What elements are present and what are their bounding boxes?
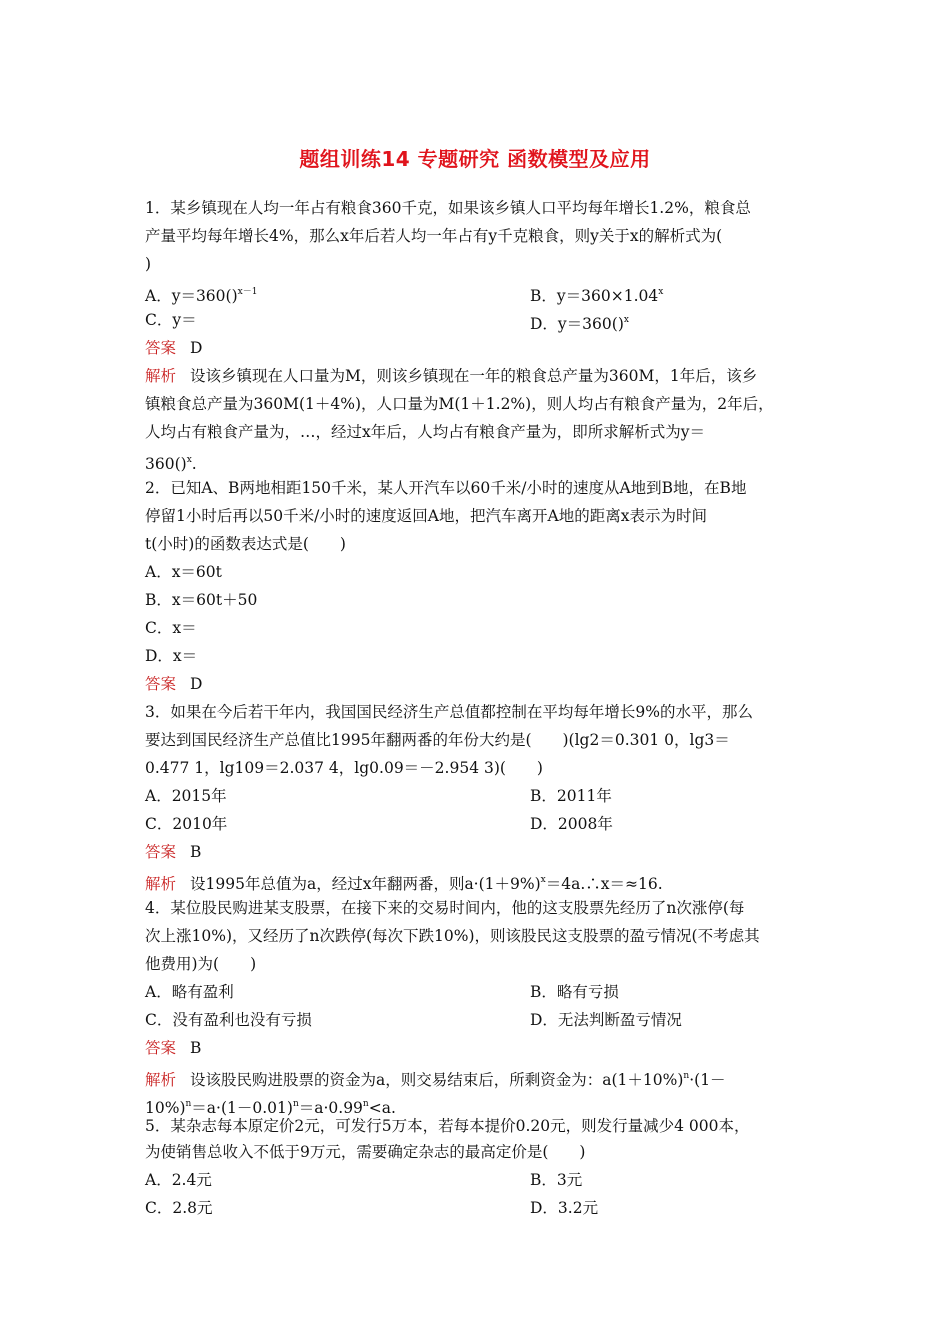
q3-stem-line-2: 要达到国民经济生产总值比1995年翻两番的年份大约是( )(lg2＝0.301 0，lg3＝	[145, 731, 730, 749]
q1-answer-value: D	[190, 339, 203, 357]
q4-option-a: A．略有盈利	[145, 983, 234, 1001]
q2-answer	[145, 674, 810, 694]
answer-label: 答案	[145, 339, 177, 357]
q4-analysis-exponent-1: n	[683, 1071, 690, 1081]
q1-option-c: C．y＝	[145, 311, 197, 329]
q3-analysis-exponent: x	[540, 875, 546, 885]
q5-option-c: C．2.8元	[145, 1199, 213, 1217]
analysis-label: 解析	[145, 1071, 177, 1089]
q1-option-b	[530, 282, 810, 306]
page-title: 题组训练14 专题研究 函数模型及应用	[299, 147, 651, 171]
q2-option-c: C．x＝	[145, 619, 197, 637]
q1-stem-line-3: )	[145, 255, 152, 273]
q1-option-d-exponent: x	[623, 315, 629, 325]
q1-analysis-tail: .	[191, 455, 197, 473]
q3-answer-value: B	[190, 843, 202, 861]
q4-stem-line-2: 次上涨10%)，又经历了n次跌停(每次下跌10%)，则该股民这支股票的盈亏情况(不考虑其	[145, 927, 760, 945]
q3-analysis-post: ＝4a.∴x＝≈16.	[545, 875, 663, 893]
q4-analysis-part-d: <a.	[368, 1099, 396, 1117]
q4-answer-value: B	[190, 1039, 202, 1057]
q4-analysis-exponent-3: n	[292, 1099, 299, 1109]
q2-stem-line-1: 2．已知A、B两地相距150千米，某人开汽车以60千米/小时的速度从A地到B地，在B地	[145, 479, 747, 497]
q4-analysis-pre: 设该股民购进股票的资金为a，则交易结束后，所剩资金为：a(1＋10%)	[190, 1071, 684, 1089]
q4-answer	[145, 1038, 810, 1058]
q1-analysis-text-1: 设该乡镇现在人口量为M，则该乡镇现在一年的粮食总产量为360M，1年后，该乡	[190, 367, 758, 385]
q4-analysis-part-c: ＝a·0.99	[298, 1099, 363, 1117]
q4-analysis-exponent-4: n	[362, 1099, 369, 1109]
q1-stem-line-1: 1．某乡镇现在人均一年占有粮食360千克，如果该乡镇人口平均每年增长1.2%，粮食总	[145, 199, 751, 217]
q2-option-a: A．x＝60t	[145, 563, 222, 581]
q1-option-b-text: B．y＝360×1.04	[530, 287, 659, 305]
q1-option-d	[530, 310, 810, 334]
q4-analysis-part-b: ＝a·(1－0.01)	[191, 1099, 293, 1117]
q1-analysis-line-1	[145, 366, 810, 386]
q2-option-b: B．x＝60t＋50	[145, 591, 258, 609]
answer-label: 答案	[145, 1039, 177, 1057]
q2-stem-line-3: t(小时)的函数表达式是( )	[145, 535, 346, 553]
q5-stem-line-2: 为使销售总收入不低于9万元，需要确定杂志的最高定价是( )	[145, 1143, 586, 1161]
q4-option-d: D．无法判断盈亏情况	[530, 1011, 682, 1029]
q4-stem-line-3: 他费用)为( )	[145, 955, 257, 973]
q4-stem-line-1: 4．某位股民购进某支股票，在接下来的交易时间内，他的这支股票先经历了n次涨停(每	[145, 899, 745, 917]
q4-option-c: C．没有盈利也没有亏损	[145, 1011, 312, 1029]
q4-option-b: B．略有亏损	[530, 983, 619, 1001]
q5-option-a: A．2.4元	[145, 1171, 212, 1189]
q3-option-b: B．2011年	[530, 787, 612, 805]
q1-option-b-exponent: x	[658, 287, 664, 297]
q5-stem-line-1: 5．某杂志每本原定价2元，可发行5万本，若每本提价0.20元，则发行量减少4 000本，	[145, 1117, 750, 1135]
q1-option-a-text: A．y＝360()	[145, 287, 238, 305]
q3-stem-line-1: 3．如果在今后若干年内，我国国民经济生产总值都控制在平均每年增长9%的水平，那么	[145, 703, 753, 721]
q1-stem-line-2: 产量平均每年增长4%，那么x年后若人均一年占有y千克粮食，则y关于x的解析式为(	[145, 227, 723, 245]
q4-analysis-exponent-2: n	[185, 1099, 192, 1109]
q3-analysis-pre: 设1995年总值为a，经过x年翻两番，则a·(1＋9%)	[190, 875, 541, 893]
q1-option-d-text: D．y＝360()	[530, 315, 624, 333]
q4-analysis-post: ·(1－	[689, 1071, 726, 1089]
answer-label: 答案	[145, 843, 177, 861]
analysis-label: 解析	[145, 367, 177, 385]
q3-stem-line-3: 0.477 1，lg109＝2.037 4，lg0.09＝－2.954 3)( )	[145, 759, 543, 777]
q1-analysis-line-3: 人均占有粮食产量为，…，经过x年后，人均占有粮食产量为，即所求解析式为y＝	[145, 423, 706, 441]
q2-answer-value: D	[190, 675, 203, 693]
q1-analysis-line-2: 镇粮食总产量为360M(1＋4%)，人口量为M(1＋1.2%)，则人均占有粮食产量为，2年后，	[145, 395, 774, 413]
q3-option-d: D．2008年	[530, 815, 613, 833]
q4-analysis-line-1	[145, 1066, 810, 1090]
q5-option-d: D．3.2元	[530, 1199, 599, 1217]
q1-analysis-text-4: 360()	[145, 455, 187, 473]
q3-option-a: A．2015年	[145, 787, 227, 805]
q5-option-b: B．3元	[530, 1171, 583, 1189]
answer-label: 答案	[145, 675, 177, 693]
q1-analysis-line-4	[145, 450, 810, 474]
q1-option-a-exponent: x－1	[237, 287, 258, 297]
q2-stem-line-2: 停留1小时后再以50千米/小时的速度返回A地，把汽车离开A地的距离x表示为时间	[145, 507, 707, 525]
analysis-label: 解析	[145, 875, 177, 893]
q3-analysis	[145, 870, 810, 894]
q1-analysis-exponent: x	[186, 455, 192, 465]
q1-answer	[145, 338, 810, 358]
q4-analysis-part-a: 10%)	[145, 1099, 186, 1117]
q4-analysis-line-2	[145, 1094, 810, 1118]
q3-answer	[145, 842, 810, 862]
q3-option-c: C．2010年	[145, 815, 228, 833]
q2-option-d: D．x＝	[145, 647, 198, 665]
